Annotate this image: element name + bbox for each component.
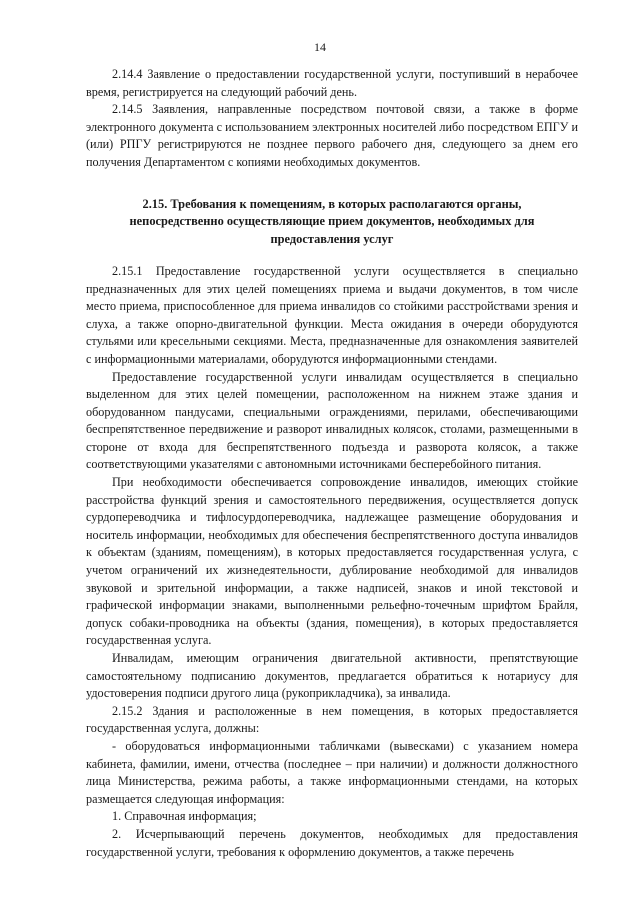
- page-number: 14: [314, 40, 326, 54]
- paragraph-escort: При необходимости обеспечивается сопровождение инвалидов, имеющих стойкие расстройства функций зрения и самостоятельного передвижения, осуществляется допуск сурдопереводчика и тифлосурдопереводчика, надлежащее размещение оборудования и носитель информации, необходимых для обеспечения беспрепятственного доступа инвалидов к объектам (зданиям, помещениям), в которых предоставляется государственная услуга, с учетом ограничений их жизнедеятельности, дублирование необходимой для инвалидов звуковой и зрительной информации, а также надписей, знаков и иной текстовой и графической информации знаками, выполненными рельефно-точечным шрифтом Брайля, допуск собаки-проводника на объекты (здания, помещения), в которых предоставляется государственная услуга.: [86, 475, 578, 648]
- paragraph-2-15-2: 2.15.2 Здания и расположенные в нем помещения, в которых предоставляется государственная услуга, должны:: [86, 703, 578, 736]
- paragraph-2-14-4: 2.14.4 Заявление о предоставлении государственной услуги, поступивший в нерабочее время, регистрируется на следующий рабочий день.: [86, 67, 578, 99]
- paragraph-signage: - оборудоваться информационными табличками (вывесками) с указанием номера кабинета, фамилии, имени, отчества (последнее – при наличии) и должности должностного лица Министерства, режима работы, а также информационными стендами, на которых размещается следующая информация:: [86, 738, 578, 806]
- paragraph-2-15-1: 2.15.1 Предоставление государственной услуги осуществляется в специально предназначенных для этих целей помещениях приема и выдачи документов, в том числе место приема, приспособленное для приема инвалидов со стойкими расстройствами зрения и слуха, а также опорно-двигательной функции. Места ожидания в очереди оборудуются стульями или кресельными секциями. Места, предназначенные для ознакомления заявителей с информационными материалами, оборудуются информационными стендами.: [86, 263, 578, 366]
- paragraph-2-14-5: 2.14.5 Заявления, направленные посредством почтовой связи, а также в форме электронного документа с использованием электронных носителей либо посредством ЕПГУ и (или) РПГУ регистрируются не позднее первого рабочего дня, следующего за днем его получения Департаментом с копиями необходимых документов.: [86, 102, 578, 169]
- list-item-2: 2. Исчерпывающий перечень документов, необходимых для предоставления государственной услуги, требования к оформлению документов, а также перечень: [86, 826, 578, 859]
- section-heading-2-15: 2.15. Требования к помещениям, в которых располагаются органы, непосредственно осуществляющие прием документов, необходимых для предоставления услуг: [129, 196, 535, 247]
- document-body: [86, 66, 578, 861]
- paragraph-notary: Инвалидам, имеющим ограничения двигательной активности, препятствующие самостоятельному подписанию документов, предлагается обратиться к нотариусу для удостоверения подписи другого лица (рукоприкладчика), за инвалида.: [86, 651, 578, 701]
- list-item-1: 1. Справочная информация;: [112, 809, 257, 824]
- paragraph-disabled-access: Предоставление государственной услуги инвалидам осуществляется в специально выделенном для этих целей помещении, расположенном на нижнем этаже здания и оборудованном пандусами, специальными ограждениями, перилами, обеспечивающими беспрепятственное передвижение и разворот инвалидных колясок, столами, размещенными в стороне от входа для беспрепятственного подъезда и разворота колясок, а также соответствующими указателями с автономными источниками бесперебойного питания.: [86, 369, 578, 472]
